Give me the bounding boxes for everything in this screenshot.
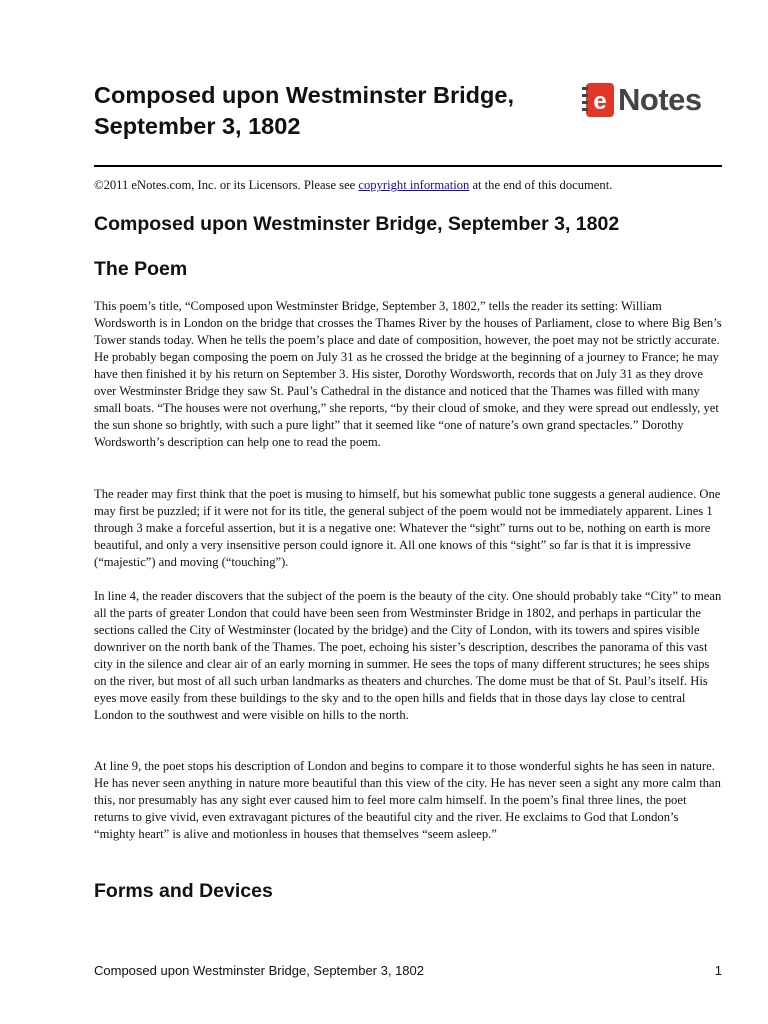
logo-text: Notes [618, 82, 702, 117]
document-title: Composed upon Westminster Bridge, September 3, 1802 [94, 213, 620, 235]
paragraph-3: In line 4, the reader discovers that the subject of the poem is the beauty of the city. One should probably take “City” to mean all the parts of greater London that could have been seen from Westminster Bridge in 1802, and perhaps in particular the sections called the City of Westminster (located by the bridge) and the City of London, with its towers and spires visible downriver on the north bank of the Thames. The poet, echoing his sister’s description, describes the panorama of this vast city in the silence and clear air of an early morning in summer. He sees the tops of many different structures; he sees ships on the river, but most of all such urban landmarks as theaters and churches. The dome must be that of St. Paul’s itself. His eyes move easily from these buildings to the sky and to the open hills and fields that in those days lay close to central London to the southwest and were visible on hills to the north. [94, 589, 722, 722]
header-title: Composed upon Westminster Bridge, September 3, 1802 [94, 82, 514, 139]
paragraph-1: This poem’s title, “Composed upon Westminster Bridge, September 3, 1802,” tells the reader its setting: William Wordsworth is in London on the bridge that crosses the Thames River by the houses of Parliament, close to where Big Ben’s Tower stands today. When he tells the poem’s place and date of composition, however, the poet may not be strictly accurate. He probably began composing the poem on July 31 as he crossed the bridge at the beginning of a journey to France; he may have then finished it by his return on September 3. His sister, Dorothy Wordsworth, records that on July 31 as they drove over Westminster Bridge they saw St. Paul’s Cathedral in the distance and noticed that the Thames was filled with many small boats. “The houses were not overhung,” she reports, “by their cloud of smoke, and they were spread out endlessly, yet the sun shone so brightly, with such a pure light” that it seemed like “one of nature’s own grand spectacles.” Dorothy Wordsworth’s description can help one to read the poem. [94, 299, 722, 449]
enotes-logo-icon [580, 82, 616, 118]
paragraph-2: The reader may first think that the poet is musing to himself, but his somewhat public tone suggests a general audience. One may first be puzzled; if it were not for its title, the general subject of the poem would not be immediately apparent. Lines 1 through 3 make a forceful assertion, but it is a negative one: Whatever the “sight” turns out to be, nothing on earth is more beautiful, and only a very insensitive person could ignore it. All one knows of this “sight” so far is that it is impressive (“majestic”) and moving (“touching”). [94, 487, 721, 569]
footer-title: Composed upon Westminster Bridge, September 3, 1802 [94, 963, 424, 978]
header-divider [94, 165, 722, 167]
paragraph-4: At line 9, the poet stops his description of London and begins to compare it to those wonderful sights he has seen in nature. He has never seen anything in nature more beautiful than this view of the city. He has never seen a sight any more calm than this, nor presumably has any sight ever caused him to feel more calm himself. In the poem’s final three lines, the poet returns to give vivid, even extravagant pictures of the beautiful city and the river. He exclaims to God that London’s “mighty heart” is alive and motionless in houses that themselves “seem asleep.” [94, 759, 721, 841]
logo-letter: e [593, 88, 607, 115]
copyright-suffix: at the end of this document. [469, 178, 613, 192]
copyright-notice [94, 177, 734, 193]
section-heading-the-poem: The Poem [94, 258, 188, 280]
page-number: 1 [714, 963, 722, 978]
copyright-link[interactable]: copyright information [358, 178, 470, 192]
enotes-logo[interactable] [580, 80, 702, 120]
copyright-prefix: ©2011 eNotes.com, Inc. or its Licensors. Please see [94, 178, 359, 192]
section-heading-forms-and-devices: Forms and Devices [94, 880, 273, 902]
